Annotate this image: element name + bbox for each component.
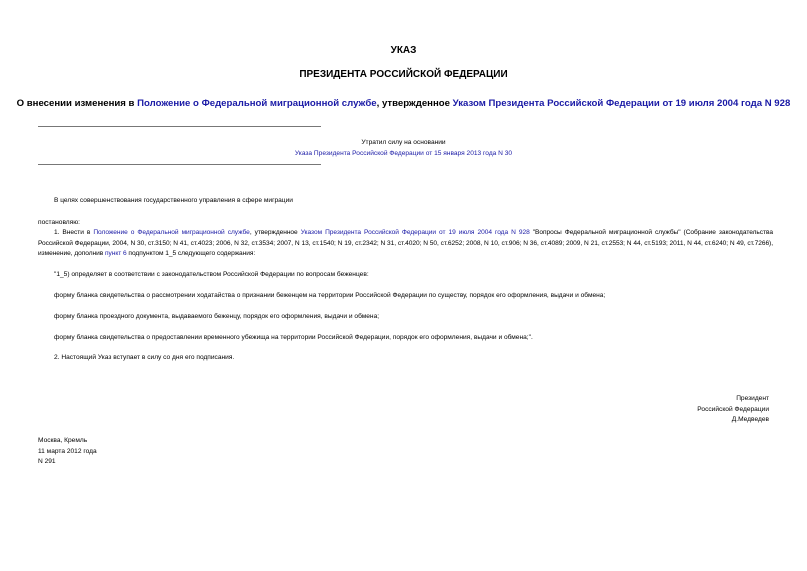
doc-type-heading: УКАЗ [390,45,417,56]
quote-line-4: форму бланка свидетельства о предоставлении временного убежища на территории Российской Федерации, порядок его оформления, выдачи и обмена;". [54,334,533,341]
divider-bottom [38,164,321,165]
p1-text-c: "Вопросы Федеральной миграционной службы" (Собрание законодательства Российской Федерации, 2004, N 30, ст.3150; N 41, ст.4023; 2006, N 32, ст.3534; 2007, N 13, ст.1540; N 19, ст.2342; N 31, ст.4020; N 50, ст.6252; 2008, N 10, ст.906; N 36, ст.4089; 2009, N 21, ст.2553; N 44, ст.5193; 2011, N 44, ст.6240; N 49, ст.7266), изменение, дополнив [38,229,774,258]
signature-block [697,394,769,426]
p1-link-point-6[interactable]: пункт 6 [105,250,127,258]
p1-link-decree-928[interactable]: Указом Президента Российской Федерации от 19 июля 2004 года N 928 [300,229,530,236]
signature-title: Президент [736,395,769,402]
repeal-notice-text: Утратил силу на основании [361,139,446,146]
preamble: В целях совершенствования государственного управления в сфере миграции [54,197,293,204]
paragraph-2: 2. Настоящий Указ вступает в силу со дня его подписания. [54,354,235,361]
issuer-heading: ПРЕЗИДЕНТА РОССИЙСКОЙ ФЕДЕРАЦИИ [299,69,508,80]
decree-word: постановляю: [38,219,81,226]
repeal-notice-link[interactable]: Указа Президента Российской Федерации от 15 января 2013 года N 30 [294,149,513,157]
p1-text-b: , утвержденное [249,229,301,236]
footer-place: Москва, Кремль [38,437,88,444]
p1-text-d: подпунктом 1_5 следующего содержания: [126,250,256,258]
footer-block [38,436,97,468]
quote-line-2: форму бланка свидетельства о рассмотрении ходатайства о признании беженцем на территории Российской Федерации по существу, порядок его оформления, выдачи и обмена; [54,292,606,299]
repeal-notice [0,138,807,159]
footer-date: 11 марта 2012 года [38,447,97,455]
signature-country: Российской Федерации [697,405,769,413]
p1-link-regulation[interactable]: Положение о Федеральной миграционной службе [93,229,250,236]
divider-top [38,126,321,127]
footer-number: N 291 [38,458,56,466]
document-title [0,98,807,109]
title-link-regulation[interactable]: Положение о Федеральной миграционной службе [137,98,377,109]
title-prefix: О внесении изменения в [16,98,138,109]
quote-line-1: "1_5) определяет в соответствии с законодательством Российской Федерации по вопросам беженцев: [54,271,369,278]
p1-text-a: 1. Внести в [54,229,94,236]
title-link-decree-928[interactable]: Указом Президента Российской Федерации от 19 июля 2004 года N 928 [452,98,791,109]
paragraph-1 [38,228,773,260]
title-middle: , утвержденное [376,98,453,109]
signature-name: Д.Медведев [731,416,769,424]
quote-line-3: форму бланка проездного документа, выдаваемого беженцу, порядок его оформления, выдачи и обмена; [54,313,380,320]
